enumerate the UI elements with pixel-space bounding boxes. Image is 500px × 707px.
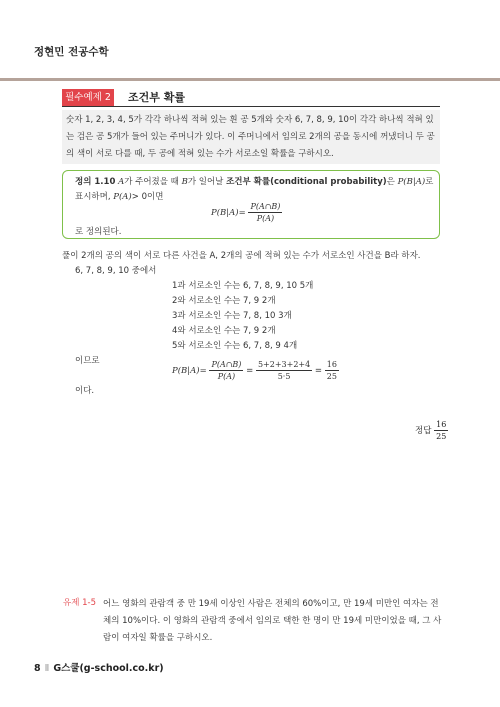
header-title: 정현민 전공수학 (34, 46, 109, 58)
equation-fraction-1 (209, 359, 243, 382)
equals-sign-2: = (314, 366, 323, 376)
equation-numerator-2: 5+2+3+2+4 (257, 360, 311, 369)
solution-end: 이다. (75, 386, 95, 396)
solution-case-2: 2와 서로소인 수는 7, 9 2개 (172, 296, 276, 306)
formula-denominator: P(A) (256, 214, 275, 223)
footer-separator: Ⅱ (44, 663, 50, 674)
page-number: 8 (34, 663, 41, 674)
equation-denominator-3: 25 (326, 372, 337, 381)
header-divider (0, 78, 500, 81)
def-text-b: 가 주어졌을 때 (124, 177, 179, 187)
equation-fraction-3 (325, 359, 339, 382)
solution-therefore: 이므로 (75, 356, 100, 366)
def-text-2a: 표시하며, (75, 192, 111, 202)
formula-numerator: P(A∩B) (250, 202, 281, 211)
example-badge: 필수예제 2 (62, 89, 114, 106)
definition-term: 조건부 확률(conditional probability) (226, 177, 387, 187)
exercise-label: 유제 1-5 (63, 598, 97, 608)
equation-fraction-2 (256, 359, 312, 382)
def-text-g: 로 (425, 177, 434, 187)
prob-a: P(A) (113, 192, 132, 202)
definition-line1 (75, 176, 433, 188)
answer-label: 정답 (415, 426, 432, 436)
definition-line2 (75, 191, 163, 203)
solution-case-3: 3과 서로소인 수는 7, 8, 10 3개 (172, 311, 292, 321)
def-text-d: 가 일어날 (187, 177, 224, 187)
formula-fraction (248, 201, 282, 224)
equation-numerator-3: 16 (326, 360, 337, 369)
answer-numerator: 16 (436, 420, 447, 429)
equation-denominator-2: 5·5 (277, 372, 291, 381)
solution-case-1: 1과 서로소인 수는 6, 7, 8, 9, 10 5개 (172, 281, 314, 291)
def-text-2c: > 0이면 (131, 192, 164, 202)
footer (34, 660, 164, 674)
footer-site: G스쿨(g-school.co.kr) (53, 663, 164, 674)
solution-case-5: 5와 서로소인 수는 6, 7, 8, 9 4개 (172, 341, 298, 351)
problem-text: 숫자 1, 2, 3, 4, 5가 각각 하나씩 적혀 있는 흰 공 5개와 숫자 6, 7, 8, 9, 10이 각각 하나씩 적혀 있는 검은 공 5개가 들어 있는 주머니가 있다. 이 주머니에서 임의로 2개의 공을 동시에 꺼냈더니 두 공의 색이 서로 다를 때, 두 공에 적혀 있는 수가 서로소일 확률을 구하시오. (66, 115, 435, 159)
solution-equation (172, 359, 339, 383)
definition-label: 정의 1.10 (75, 177, 116, 187)
equals-sign-1: = (246, 366, 254, 376)
solution-intro: 풀이 2개의 공의 색이 서로 다른 사건을 A, 2개의 공에 적혀 있는 수가 서로소인 사건을 B라 하자. (62, 251, 421, 261)
answer-denominator: 25 (436, 432, 447, 441)
equation-lhs: P(B|A)= (172, 366, 207, 376)
exercise-text: 어느 영화의 관람객 중 만 19세 이상인 사람은 전체의 60%이고, 만 19세 미만인 여자는 전체의 10%이다. 이 영화의 관람객 중에서 임의로 택한 한 명이 만 19세 미만이었을 때, 그 사람이 여자일 확률을 구하시오. (103, 599, 442, 643)
var-b: B (181, 177, 188, 187)
conditional-notation: P(B|A) (397, 177, 426, 187)
definition-formula (211, 201, 282, 224)
equation-denominator-1: P(A) (217, 372, 236, 381)
answer (415, 419, 448, 442)
var-a: A (118, 177, 125, 187)
solution-line2: 6, 7, 8, 9, 10 중에서 (75, 266, 157, 276)
equation-numerator-1: P(A∩B) (211, 360, 242, 369)
answer-fraction (434, 419, 448, 442)
def-text-e: 은 (386, 177, 395, 187)
formula-lhs: P(B|A)= (211, 208, 246, 218)
example-title: 조건부 확률 (128, 91, 185, 104)
example-underline (62, 106, 440, 107)
solution-case-4: 4와 서로소인 수는 7, 9 2개 (172, 326, 276, 336)
definition-line3: 로 정의된다. (75, 227, 122, 237)
